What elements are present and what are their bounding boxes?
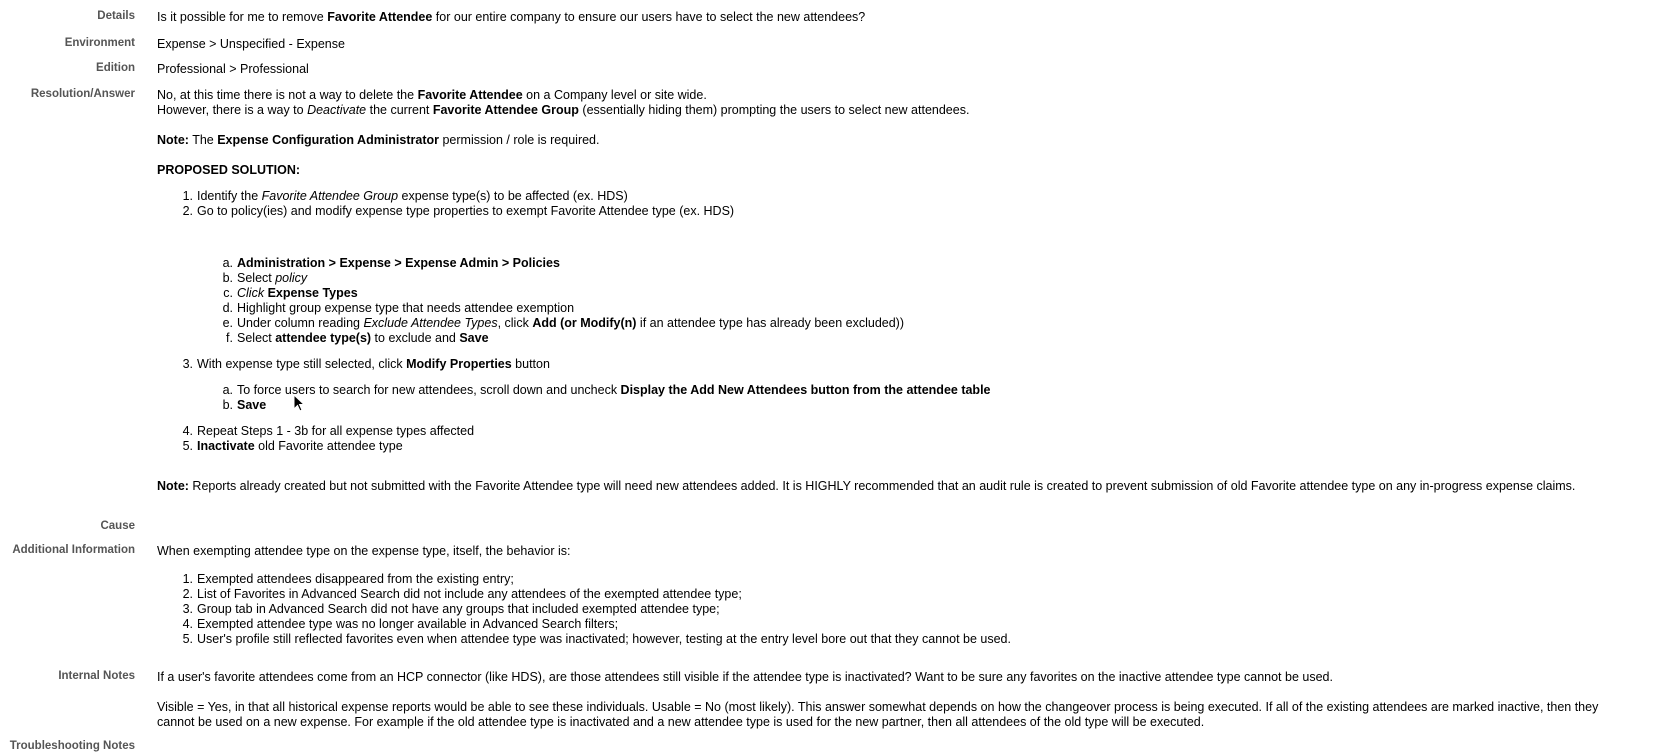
list-item: 5. User's profile still reflected favorites even when attendee type was inactivated; however, testing at the entry level bore out that they cannot be used. [182, 632, 1011, 646]
internal-value [157, 670, 1656, 730]
edition-value: Professional > Professional [157, 62, 309, 76]
mouse-pointer-icon [293, 394, 305, 412]
troubleshooting-label: Troubleshooting Notes [9, 740, 135, 752]
cause-label: Cause [100, 520, 135, 532]
additional-list [157, 572, 1656, 647]
sub-steps-list [173, 256, 1656, 346]
list-item: 3. With expense type still selected, click Modify Properties button [182, 357, 550, 371]
list-item: d. Highlight group expense type that needs attendee exemption [222, 301, 575, 315]
list-item: b. Select policy [222, 271, 308, 285]
additional-label: Additional Information [12, 544, 135, 556]
list-item: 4. Repeat Steps 1 - 3b for all expense types affected [182, 424, 475, 438]
list-item: 3. Group tab in Advanced Search did not have any groups that included exempted attendee type; [182, 602, 720, 616]
additional-intro: When exempting attendee type on the expense type, itself, the behavior is: [157, 544, 571, 558]
resolution-label: Resolution/Answer [30, 88, 135, 100]
internal-label: Internal Notes [58, 670, 135, 682]
edition-label: Edition [96, 62, 135, 74]
environment-label: Environment [64, 37, 135, 49]
list-item: e. Under column reading Exclude Attendee Types, click Add (or Modify(n) if an attendee type has already been excluded)) [222, 316, 904, 330]
details-text: Is it possible for me to remove [157, 10, 328, 24]
environment-value: Expense > Unspecified - Expense [157, 37, 345, 51]
details-bold: Favorite Attendee [327, 10, 433, 24]
internal-p2b: cannot be used on a new expense. For example if the old attendee type is inactivated and a new attendee type is used for the new partner, then all attendees of the old type will be executed. [157, 715, 1205, 729]
list-item: a. Administration > Expense > Expense Admin > Policies [222, 256, 560, 270]
list-item: a. To force users to search for new attendees, scroll down and uncheck Display the Add New Attendees button from the attendee table [222, 383, 991, 397]
list-item: 2. Go to policy(ies) and modify expense type properties to exempt Favorite Attendee type (ex. HDS) [182, 204, 735, 218]
internal-p2a: Visible = Yes, in that all historical expense reports would be able to see these individuals. Usable = No (most likely). This answer somewhat depends on how the changeover process is being executed. If all of the existing attendees are marked inactive, then they [157, 700, 1599, 714]
resolution-note-2: Note: Reports already created but not submitted with the Favorite Attendee type will need new attendees added. It is HIGHLY recommended that an audit rule is created to prevent submission of old Favorite attendee type on any in-progress expense claims. [157, 479, 1576, 493]
list-item: 4. Exempted attendee type was no longer available in Advanced Search filters; [182, 617, 619, 631]
list-item: 2. List of Favorites in Advanced Search did not include any attendees of the exempted attendee type; [182, 587, 742, 601]
resolution-line-1: No, at this time there is not a way to delete the Favorite Attendee on a Company level or site wide. [157, 88, 707, 102]
internal-p1: If a user's favorite attendees come from an HCP connector (like HDS), are those attendees still visible if the attendee type is inactivated? Want to be sure any favorites on the inactive attendee type cannot be used. [157, 670, 1333, 684]
details-text-2: for our entire company to ensure our users have to select the new attendees? [432, 10, 866, 24]
resolution-value [157, 88, 1656, 494]
list-item: b. Save [222, 398, 267, 412]
steps-list [157, 189, 1656, 454]
proposed-solution-heading: PROPOSED SOLUTION: [157, 163, 301, 177]
list-item: 1. Identify the Favorite Attendee Group expense type(s) to be affected (ex. HDS) [182, 189, 628, 203]
additional-value [157, 544, 1656, 647]
list-item: 5. Inactivate old Favorite attendee type [182, 439, 403, 453]
resolution-note-1: Note: The Expense Configuration Administrator permission / role is required. [157, 133, 600, 147]
sub-steps-list-3 [173, 383, 1656, 413]
list-item: c. Click Expense Types [223, 286, 358, 300]
details-value [157, 10, 1656, 25]
details-label: Details [97, 10, 135, 22]
list-item: 1. Exempted attendees disappeared from the existing entry; [182, 572, 514, 586]
list-item: f. Select attendee type(s) to exclude and Save [226, 331, 489, 345]
resolution-line-2: However, there is a way to Deactivate the current Favorite Attendee Group (essentially hiding them) prompting the users to select new attendees. [157, 103, 970, 117]
